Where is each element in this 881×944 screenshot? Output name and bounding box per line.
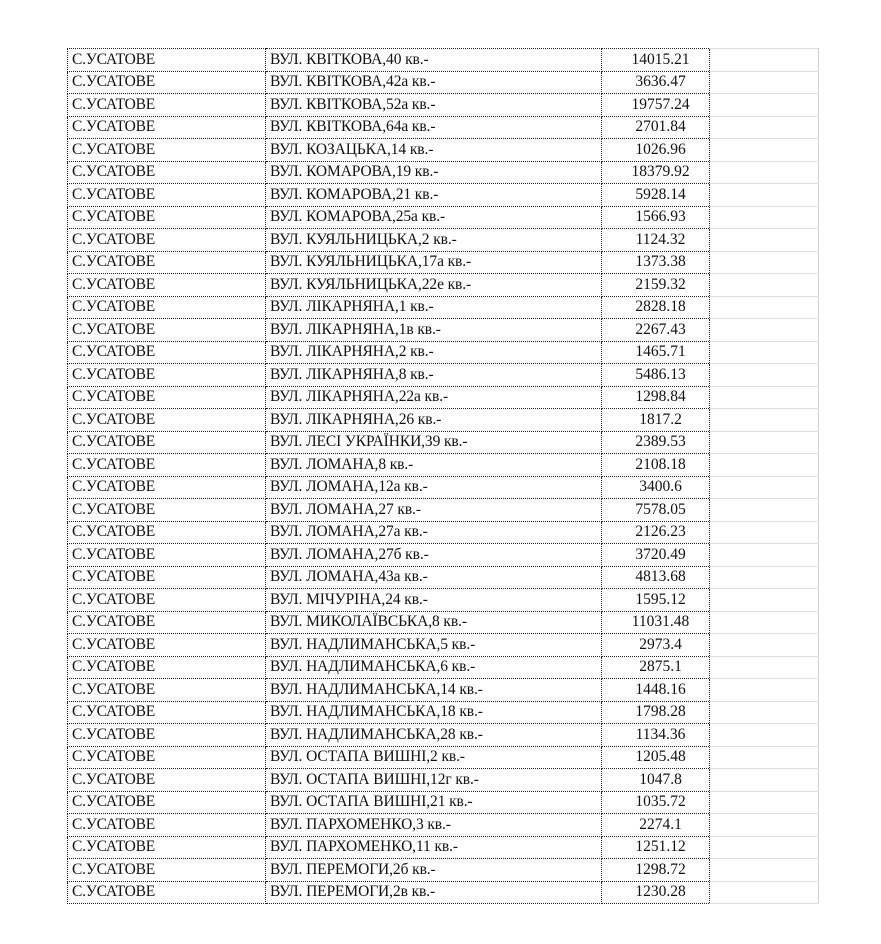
table-row [68,454,819,477]
empty-cell [710,409,819,432]
empty-cell [710,611,819,634]
amount-cell: 2274.1 [602,814,710,837]
empty-cell [710,139,819,162]
address-cell: ВУЛ. ЛІКАРНЯНА,1 кв.- [266,296,602,319]
amount-cell: 1205.48 [602,746,710,769]
table-row [68,71,819,94]
debt-table [67,48,819,904]
amount-cell: 1465.71 [602,341,710,364]
address-cell: ВУЛ. ОСТАПА ВИШНІ,12г кв.- [266,769,602,792]
settlement-cell: С.УСАТОВЕ [68,364,266,387]
amount-cell: 1595.12 [602,589,710,612]
amount-cell: 7578.05 [602,499,710,522]
settlement-cell: С.УСАТОВЕ [68,769,266,792]
amount-cell: 2875.1 [602,656,710,679]
settlement-cell: С.УСАТОВЕ [68,319,266,342]
amount-cell: 2108.18 [602,454,710,477]
amount-cell: 1047.8 [602,769,710,792]
empty-cell [710,521,819,544]
address-cell: ВУЛ. КВІТКОВА,42а кв.- [266,71,602,94]
amount-cell: 3720.49 [602,544,710,567]
table-row [68,161,819,184]
amount-cell: 1448.16 [602,679,710,702]
settlement-cell: С.УСАТОВЕ [68,679,266,702]
settlement-cell: С.УСАТОВЕ [68,814,266,837]
amount-cell: 4813.68 [602,566,710,589]
table-row [68,49,819,72]
table-row [68,544,819,567]
amount-cell: 1373.38 [602,251,710,274]
table-row [68,881,819,904]
empty-cell [710,701,819,724]
table-row [68,139,819,162]
settlement-cell: С.УСАТОВЕ [68,791,266,814]
table-row [68,566,819,589]
settlement-cell: С.УСАТОВЕ [68,251,266,274]
settlement-cell: С.УСАТОВЕ [68,881,266,904]
amount-cell: 5928.14 [602,184,710,207]
empty-cell [710,656,819,679]
empty-cell [710,724,819,747]
address-cell: ВУЛ. ЛОМАНА,27б кв.- [266,544,602,567]
amount-cell: 3636.47 [602,71,710,94]
address-cell: ВУЛ. КОЗАЦЬКА,14 кв.- [266,139,602,162]
empty-cell [710,499,819,522]
settlement-cell: С.УСАТОВЕ [68,454,266,477]
amount-cell: 2159.32 [602,274,710,297]
table-row [68,814,819,837]
empty-cell [710,206,819,229]
table-row [68,521,819,544]
settlement-cell: С.УСАТОВЕ [68,611,266,634]
amount-cell: 1230.28 [602,881,710,904]
amount-cell: 1817.2 [602,409,710,432]
settlement-cell: С.УСАТОВЕ [68,634,266,657]
empty-cell [710,319,819,342]
table-row [68,341,819,364]
amount-cell: 1026.96 [602,139,710,162]
table-row [68,791,819,814]
settlement-cell: С.УСАТОВЕ [68,161,266,184]
address-cell: ВУЛ. ЛІКАРНЯНА,26 кв.- [266,409,602,432]
empty-cell [710,49,819,72]
address-cell: ВУЛ. ОСТАПА ВИШНІ,21 кв.- [266,791,602,814]
amount-cell: 1124.32 [602,229,710,252]
empty-cell [710,881,819,904]
amount-cell: 19757.24 [602,94,710,117]
document-page [67,48,818,904]
address-cell: ВУЛ. КОМАРОВА,25а кв.- [266,206,602,229]
settlement-cell: С.УСАТОВЕ [68,116,266,139]
empty-cell [710,566,819,589]
address-cell: ВУЛ. НАДЛИМАНСЬКА,6 кв.- [266,656,602,679]
empty-cell [710,791,819,814]
amount-cell: 1035.72 [602,791,710,814]
address-cell: ВУЛ. КУЯЛЬНИЦЬКА,17а кв.- [266,251,602,274]
table-row [68,386,819,409]
address-cell: ВУЛ. ЛОМАНА,12а кв.- [266,476,602,499]
settlement-cell: С.УСАТОВЕ [68,701,266,724]
address-cell: ВУЛ. КОМАРОВА,19 кв.- [266,161,602,184]
table-row [68,229,819,252]
empty-cell [710,814,819,837]
address-cell: ВУЛ. ПЕРЕМОГИ,2в кв.- [266,881,602,904]
empty-cell [710,431,819,454]
settlement-cell: С.УСАТОВЕ [68,409,266,432]
table-row [68,656,819,679]
address-cell: ВУЛ. ЛІКАРНЯНА,2 кв.- [266,341,602,364]
address-cell: ВУЛ. КОМАРОВА,21 кв.- [266,184,602,207]
empty-cell [710,229,819,252]
table-row [68,611,819,634]
empty-cell [710,589,819,612]
settlement-cell: С.УСАТОВЕ [68,566,266,589]
address-cell: ВУЛ. ЛОМАНА,8 кв.- [266,454,602,477]
settlement-cell: С.УСАТОВЕ [68,431,266,454]
settlement-cell: С.УСАТОВЕ [68,341,266,364]
address-cell: ВУЛ. НАДЛИМАНСЬКА,5 кв.- [266,634,602,657]
empty-cell [710,161,819,184]
address-cell: ВУЛ. КВІТКОВА,52а кв.- [266,94,602,117]
amount-cell: 18379.92 [602,161,710,184]
table-row [68,116,819,139]
amount-cell: 1798.28 [602,701,710,724]
address-cell: ВУЛ. ЛІКАРНЯНА,22а кв.- [266,386,602,409]
empty-cell [710,116,819,139]
amount-cell: 2973.4 [602,634,710,657]
settlement-cell: С.УСАТОВЕ [68,476,266,499]
settlement-cell: С.УСАТОВЕ [68,184,266,207]
table-row [68,769,819,792]
table-row [68,364,819,387]
settlement-cell: С.УСАТОВЕ [68,206,266,229]
empty-cell [710,859,819,882]
empty-cell [710,386,819,409]
empty-cell [710,769,819,792]
table-row [68,589,819,612]
settlement-cell: С.УСАТОВЕ [68,296,266,319]
address-cell: ВУЛ. ЛОМАНА,27 кв.- [266,499,602,522]
address-cell: ВУЛ. ОСТАПА ВИШНІ,2 кв.- [266,746,602,769]
empty-cell [710,341,819,364]
table-body [68,49,819,904]
settlement-cell: С.УСАТОВЕ [68,139,266,162]
table-row [68,251,819,274]
empty-cell [710,679,819,702]
table-row [68,206,819,229]
amount-cell: 1566.93 [602,206,710,229]
address-cell: ВУЛ. КВІТКОВА,40 кв.- [266,49,602,72]
amount-cell: 2701.84 [602,116,710,139]
address-cell: ВУЛ. ПЕРЕМОГИ,2б кв.- [266,859,602,882]
address-cell: ВУЛ. ПАРХОМЕНКО,11 кв.- [266,836,602,859]
settlement-cell: С.УСАТОВЕ [68,94,266,117]
table-row [68,746,819,769]
empty-cell [710,296,819,319]
address-cell: ВУЛ. ПАРХОМЕНКО,3 кв.- [266,814,602,837]
table-row [68,701,819,724]
empty-cell [710,634,819,657]
empty-cell [710,746,819,769]
amount-cell: 1134.36 [602,724,710,747]
address-cell: ВУЛ. ЛОМАНА,43а кв.- [266,566,602,589]
address-cell: ВУЛ. ЛЕСІ УКРАЇНКИ,39 кв.- [266,431,602,454]
amount-cell: 14015.21 [602,49,710,72]
empty-cell [710,454,819,477]
empty-cell [710,94,819,117]
settlement-cell: С.УСАТОВЕ [68,71,266,94]
amount-cell: 1251.12 [602,836,710,859]
settlement-cell: С.УСАТОВЕ [68,859,266,882]
table-row [68,724,819,747]
settlement-cell: С.УСАТОВЕ [68,386,266,409]
amount-cell: 2267.43 [602,319,710,342]
settlement-cell: С.УСАТОВЕ [68,656,266,679]
table-row [68,476,819,499]
settlement-cell: С.УСАТОВЕ [68,544,266,567]
table-row [68,184,819,207]
empty-cell [710,251,819,274]
table-row [68,296,819,319]
table-row [68,859,819,882]
table-row [68,319,819,342]
empty-cell [710,184,819,207]
amount-cell: 2828.18 [602,296,710,319]
empty-cell [710,836,819,859]
table-row [68,274,819,297]
settlement-cell: С.УСАТОВЕ [68,521,266,544]
settlement-cell: С.УСАТОВЕ [68,836,266,859]
amount-cell: 3400.6 [602,476,710,499]
address-cell: ВУЛ. ЛОМАНА,27а кв.- [266,521,602,544]
amount-cell: 1298.84 [602,386,710,409]
empty-cell [710,274,819,297]
address-cell: ВУЛ. ЛІКАРНЯНА,8 кв.- [266,364,602,387]
amount-cell: 1298.72 [602,859,710,882]
address-cell: ВУЛ. КВІТКОВА,64а кв.- [266,116,602,139]
settlement-cell: С.УСАТОВЕ [68,746,266,769]
table-row [68,499,819,522]
address-cell: ВУЛ. КУЯЛЬНИЦЬКА,2 кв.- [266,229,602,252]
settlement-cell: С.УСАТОВЕ [68,589,266,612]
address-cell: ВУЛ. НАДЛИМАНСЬКА,14 кв.- [266,679,602,702]
empty-cell [710,476,819,499]
table-row [68,431,819,454]
settlement-cell: С.УСАТОВЕ [68,274,266,297]
address-cell: ВУЛ. ЛІКАРНЯНА,1в кв.- [266,319,602,342]
table-row [68,634,819,657]
table-row [68,679,819,702]
settlement-cell: С.УСАТОВЕ [68,49,266,72]
amount-cell: 11031.48 [602,611,710,634]
table-row [68,836,819,859]
amount-cell: 2389.53 [602,431,710,454]
address-cell: ВУЛ. МИКОЛАЇВСЬКА,8 кв.- [266,611,602,634]
empty-cell [710,544,819,567]
address-cell: ВУЛ. НАДЛИМАНСЬКА,28 кв.- [266,724,602,747]
empty-cell [710,71,819,94]
address-cell: ВУЛ. КУЯЛЬНИЦЬКА,22е кв.- [266,274,602,297]
table-row [68,94,819,117]
settlement-cell: С.УСАТОВЕ [68,229,266,252]
address-cell: ВУЛ. НАДЛИМАНСЬКА,18 кв.- [266,701,602,724]
empty-cell [710,364,819,387]
table-row [68,409,819,432]
settlement-cell: С.УСАТОВЕ [68,724,266,747]
amount-cell: 5486.13 [602,364,710,387]
amount-cell: 2126.23 [602,521,710,544]
settlement-cell: С.УСАТОВЕ [68,499,266,522]
address-cell: ВУЛ. МІЧУРІНА,24 кв.- [266,589,602,612]
